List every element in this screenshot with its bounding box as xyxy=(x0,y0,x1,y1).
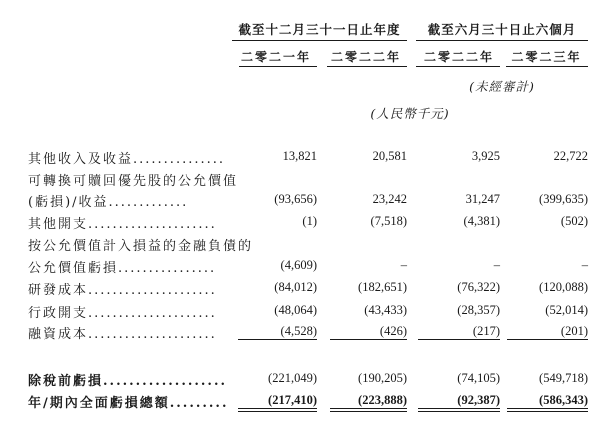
header-year-group: 截至十二月三十一日止年度 xyxy=(238,22,401,37)
cell-col-2: 23,242 xyxy=(372,192,407,206)
cell-col-4: (52,014) xyxy=(545,303,588,317)
row-label-text: 其他開支 xyxy=(28,217,89,232)
cell-col-3: (4,381) xyxy=(463,214,500,228)
row-leader-dots: ................... xyxy=(103,374,228,389)
row-label-text: 可轉換可贖回優先股的公允價值 xyxy=(28,174,239,189)
header-half-rule xyxy=(416,40,588,41)
row-label xyxy=(28,235,253,254)
column-rule-2 xyxy=(327,66,407,67)
row-leader-dots: ..................... xyxy=(88,217,217,232)
cell-col-3: (76,322) xyxy=(457,280,500,294)
row-label-text: 其他收入及收益 xyxy=(28,152,134,167)
row-label xyxy=(28,257,216,276)
subtotal-rule-4 xyxy=(507,339,588,340)
row-leader-dots: ..................... xyxy=(88,306,217,321)
subtotal-rule-2 xyxy=(330,339,407,340)
cell-col-2: (426) xyxy=(379,324,407,338)
row-label-text: 行政開支 xyxy=(28,306,89,321)
cell-col-3: (28,357) xyxy=(457,303,500,317)
row-label-text: (虧損)/收益 xyxy=(28,195,109,210)
cell-col-4: (502) xyxy=(560,214,588,228)
row-leader-dots: ................ xyxy=(118,261,217,276)
subtotal-rule-3 xyxy=(418,339,500,340)
total-row-label xyxy=(28,370,227,389)
total-double-rule-1 xyxy=(238,408,317,412)
cell-col-2: (190,205) xyxy=(358,371,407,385)
column-header-4: 二零二三年 xyxy=(511,50,582,64)
row-leader-dots: ..................... xyxy=(88,327,217,342)
column-rule-4 xyxy=(506,66,588,67)
cell-col-3: (217) xyxy=(472,324,500,338)
header-year-rule xyxy=(232,40,407,41)
cell-col-4: (549,718) xyxy=(539,371,588,385)
row-label-text: 除稅前虧損 xyxy=(28,374,104,389)
cell-col-1: (48,064) xyxy=(274,303,317,317)
column-rule-1 xyxy=(239,66,317,67)
cell-col-1: (93,656) xyxy=(274,192,317,206)
cell-col-2: (7,518) xyxy=(370,214,407,228)
row-label xyxy=(28,191,188,210)
row-label xyxy=(28,170,238,189)
cell-col-1: (217,410) xyxy=(268,393,317,407)
row-label-text: 融資成本 xyxy=(28,327,89,342)
row-label xyxy=(28,279,217,298)
unaudited-note: (未經審計) xyxy=(469,79,535,94)
row-label-text: 公允價值虧損 xyxy=(28,261,119,276)
cell-col-4: (201) xyxy=(560,324,588,338)
cell-col-2: 20,581 xyxy=(372,149,407,163)
row-label xyxy=(28,213,217,232)
cell-col-4: (120,088) xyxy=(539,280,588,294)
row-label xyxy=(28,323,217,342)
row-label xyxy=(28,302,217,321)
currency-unit: (人民幣千元) xyxy=(370,106,450,121)
cell-col-4: (399,635) xyxy=(539,192,588,206)
subtotal-rule-1 xyxy=(238,339,317,340)
row-leader-dots: ......... xyxy=(169,396,229,411)
total-row-label xyxy=(28,392,228,411)
cell-col-2: (43,433) xyxy=(364,303,407,317)
column-header-1: 二零二一年 xyxy=(240,50,311,64)
cell-col-4: (586,343) xyxy=(539,393,588,407)
cell-col-1: (1) xyxy=(302,214,317,228)
row-label-text: 研發成本 xyxy=(28,283,89,298)
cell-col-1: 13,821 xyxy=(282,149,317,163)
row-leader-dots: ..................... xyxy=(88,283,217,298)
cell-col-3: 3,925 xyxy=(471,149,500,163)
total-double-rule-3 xyxy=(418,408,500,412)
total-double-rule-4 xyxy=(507,408,588,412)
cell-col-3: (92,387) xyxy=(457,393,500,407)
cell-col-2: – xyxy=(400,258,407,272)
cell-col-1: (4,609) xyxy=(280,258,317,272)
cell-col-4: 22,722 xyxy=(553,149,588,163)
column-header-2: 二零二二年 xyxy=(330,50,401,64)
header-half-group: 截至六月三十日止六個月 xyxy=(427,22,577,37)
cell-col-1: (221,049) xyxy=(268,371,317,385)
row-label-text: 按公允價值計入損益的金融負債的 xyxy=(28,239,254,254)
column-rule-3 xyxy=(416,66,500,67)
cell-col-1: (84,012) xyxy=(274,280,317,294)
cell-col-3: – xyxy=(493,258,500,272)
cell-col-3: (74,105) xyxy=(457,371,500,385)
cell-col-2: (182,651) xyxy=(358,280,407,294)
row-label xyxy=(28,148,225,167)
cell-col-3: 31,247 xyxy=(465,192,500,206)
row-leader-dots: ............... xyxy=(133,152,226,167)
column-header-3: 二零二二年 xyxy=(423,50,494,64)
row-leader-dots: ............. xyxy=(108,195,189,210)
cell-col-2: (223,888) xyxy=(358,393,407,407)
row-label-text: 年/期內全面虧損總額 xyxy=(28,396,170,411)
cell-col-1: (4,528) xyxy=(280,324,317,338)
cell-col-4: – xyxy=(581,258,588,272)
total-double-rule-2 xyxy=(330,408,407,412)
